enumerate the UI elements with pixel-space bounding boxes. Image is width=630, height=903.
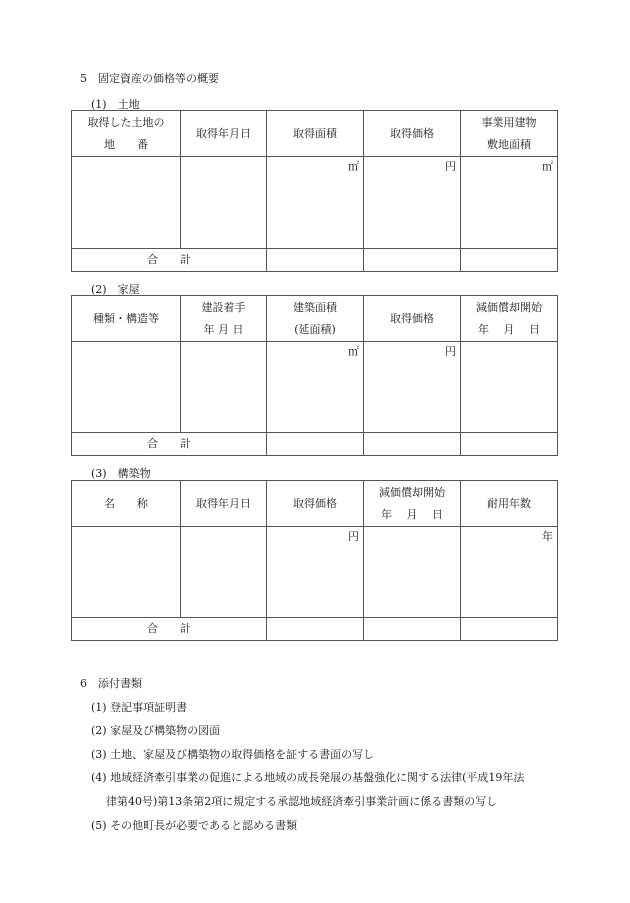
structure-header-row [72,481,558,527]
structure-header-depreciation-line1: 減価償却開始 [379,485,445,499]
attachment-item-5: (5) その他町長が必要であると認める書類 [91,819,298,832]
house-header-area-line1: 建築面積 [293,300,337,314]
house-cell-depreciation[interactable] [461,342,558,433]
house-header-depreciation-line1: 減価償却開始 [476,300,542,314]
attachment-item-4: (4) 地域経済牽引事業の促進による地域の成長発展の基盤強化に関する法律(平成19年法 [91,771,525,784]
house-subtitle: (2) 家屋 [91,283,140,296]
land-header-site-area [461,111,558,157]
house-total-row [72,433,558,456]
land-total-price[interactable] [364,249,461,272]
land-header-lot [72,111,181,157]
structure-header-price: 取得価格 [267,481,364,527]
house-header-depreciation [461,296,558,342]
structure-total-price[interactable] [267,618,364,641]
structure-cell-depreciation[interactable] [364,527,461,618]
attachment-item-4-continued: 律第40号)第13条第2項に規定する承認地域経済牽引事業計画に係る書類の写し [106,795,498,808]
land-header-area: 取得面積 [267,111,364,157]
house-data-row [72,342,558,433]
house-header-start-line2: 年 月 日 [203,322,244,336]
house-header-start [181,296,267,342]
structure-cell-price[interactable]: 円 [267,527,364,618]
structure-data-row [72,527,558,618]
house-total-area[interactable] [267,433,364,456]
structure-total-row [72,618,558,641]
land-subtitle: (1) 土地 [91,98,140,111]
land-total-area[interactable] [267,249,364,272]
structure-cell-name[interactable] [72,527,181,618]
structure-total-life[interactable] [461,618,558,641]
house-total-price[interactable] [364,433,461,456]
section-6-title: 6 添付書類 [80,677,142,690]
house-table [71,295,558,456]
land-total-row [72,249,558,272]
land-cell-date[interactable] [181,157,267,249]
land-header-site-area-line2: 敷地面積 [487,137,531,151]
structure-header-depreciation-line2: 年 月 日 [381,507,443,521]
attachment-item-1: (1) 登記事項証明書 [91,701,188,714]
house-header-area [267,296,364,342]
land-cell-lot[interactable] [72,157,181,249]
structure-header-depreciation [364,481,461,527]
house-cell-start[interactable] [181,342,267,433]
house-cell-type[interactable] [72,342,181,433]
land-header-lot-line2: 地 番 [104,137,148,151]
house-header-depreciation-line2: 年 月 日 [478,322,540,336]
land-total-label: 合 計 [72,249,267,272]
land-header-lot-line1: 取得した土地の [87,115,165,129]
house-cell-price[interactable]: 円 [364,342,461,433]
land-header-price: 取得価格 [364,111,461,157]
structure-table [71,480,558,641]
section-5-title: 5 固定資産の価格等の概要 [80,72,219,85]
land-header-row [72,111,558,157]
structure-subtitle: (3) 構築物 [91,467,151,480]
structure-total-label: 合 計 [72,618,267,641]
structure-cell-life[interactable]: 年 [461,527,558,618]
structure-header-name: 名 称 [72,481,181,527]
structure-header-life: 耐用年数 [461,481,558,527]
house-total-depreciation[interactable] [461,433,558,456]
structure-total-depreciation[interactable] [364,618,461,641]
land-header-site-area-line1: 事業用建物 [481,115,537,129]
attachment-item-2: (2) 家屋及び構築物の図面 [91,724,221,737]
land-cell-site-area[interactable]: ㎡ [461,157,558,249]
land-data-row [72,157,558,249]
land-total-site-area[interactable] [461,249,558,272]
land-table [71,110,558,272]
house-total-label: 合 計 [72,433,267,456]
land-cell-price[interactable]: 円 [364,157,461,249]
house-header-row [72,296,558,342]
house-header-start-line1: 建設着手 [201,300,246,314]
house-header-area-line2: (延面積) [294,322,336,336]
structure-header-date: 取得年月日 [181,481,267,527]
structure-cell-date[interactable] [181,527,267,618]
house-cell-area[interactable]: ㎡ [267,342,364,433]
land-header-date: 取得年月日 [181,111,267,157]
house-header-price: 取得価格 [364,296,461,342]
land-cell-area[interactable]: ㎡ [267,157,364,249]
attachment-item-3: (3) 土地、家屋及び構築物の取得価格を証する書面の写し [91,748,375,761]
house-header-type: 種類・構造等 [72,296,181,342]
